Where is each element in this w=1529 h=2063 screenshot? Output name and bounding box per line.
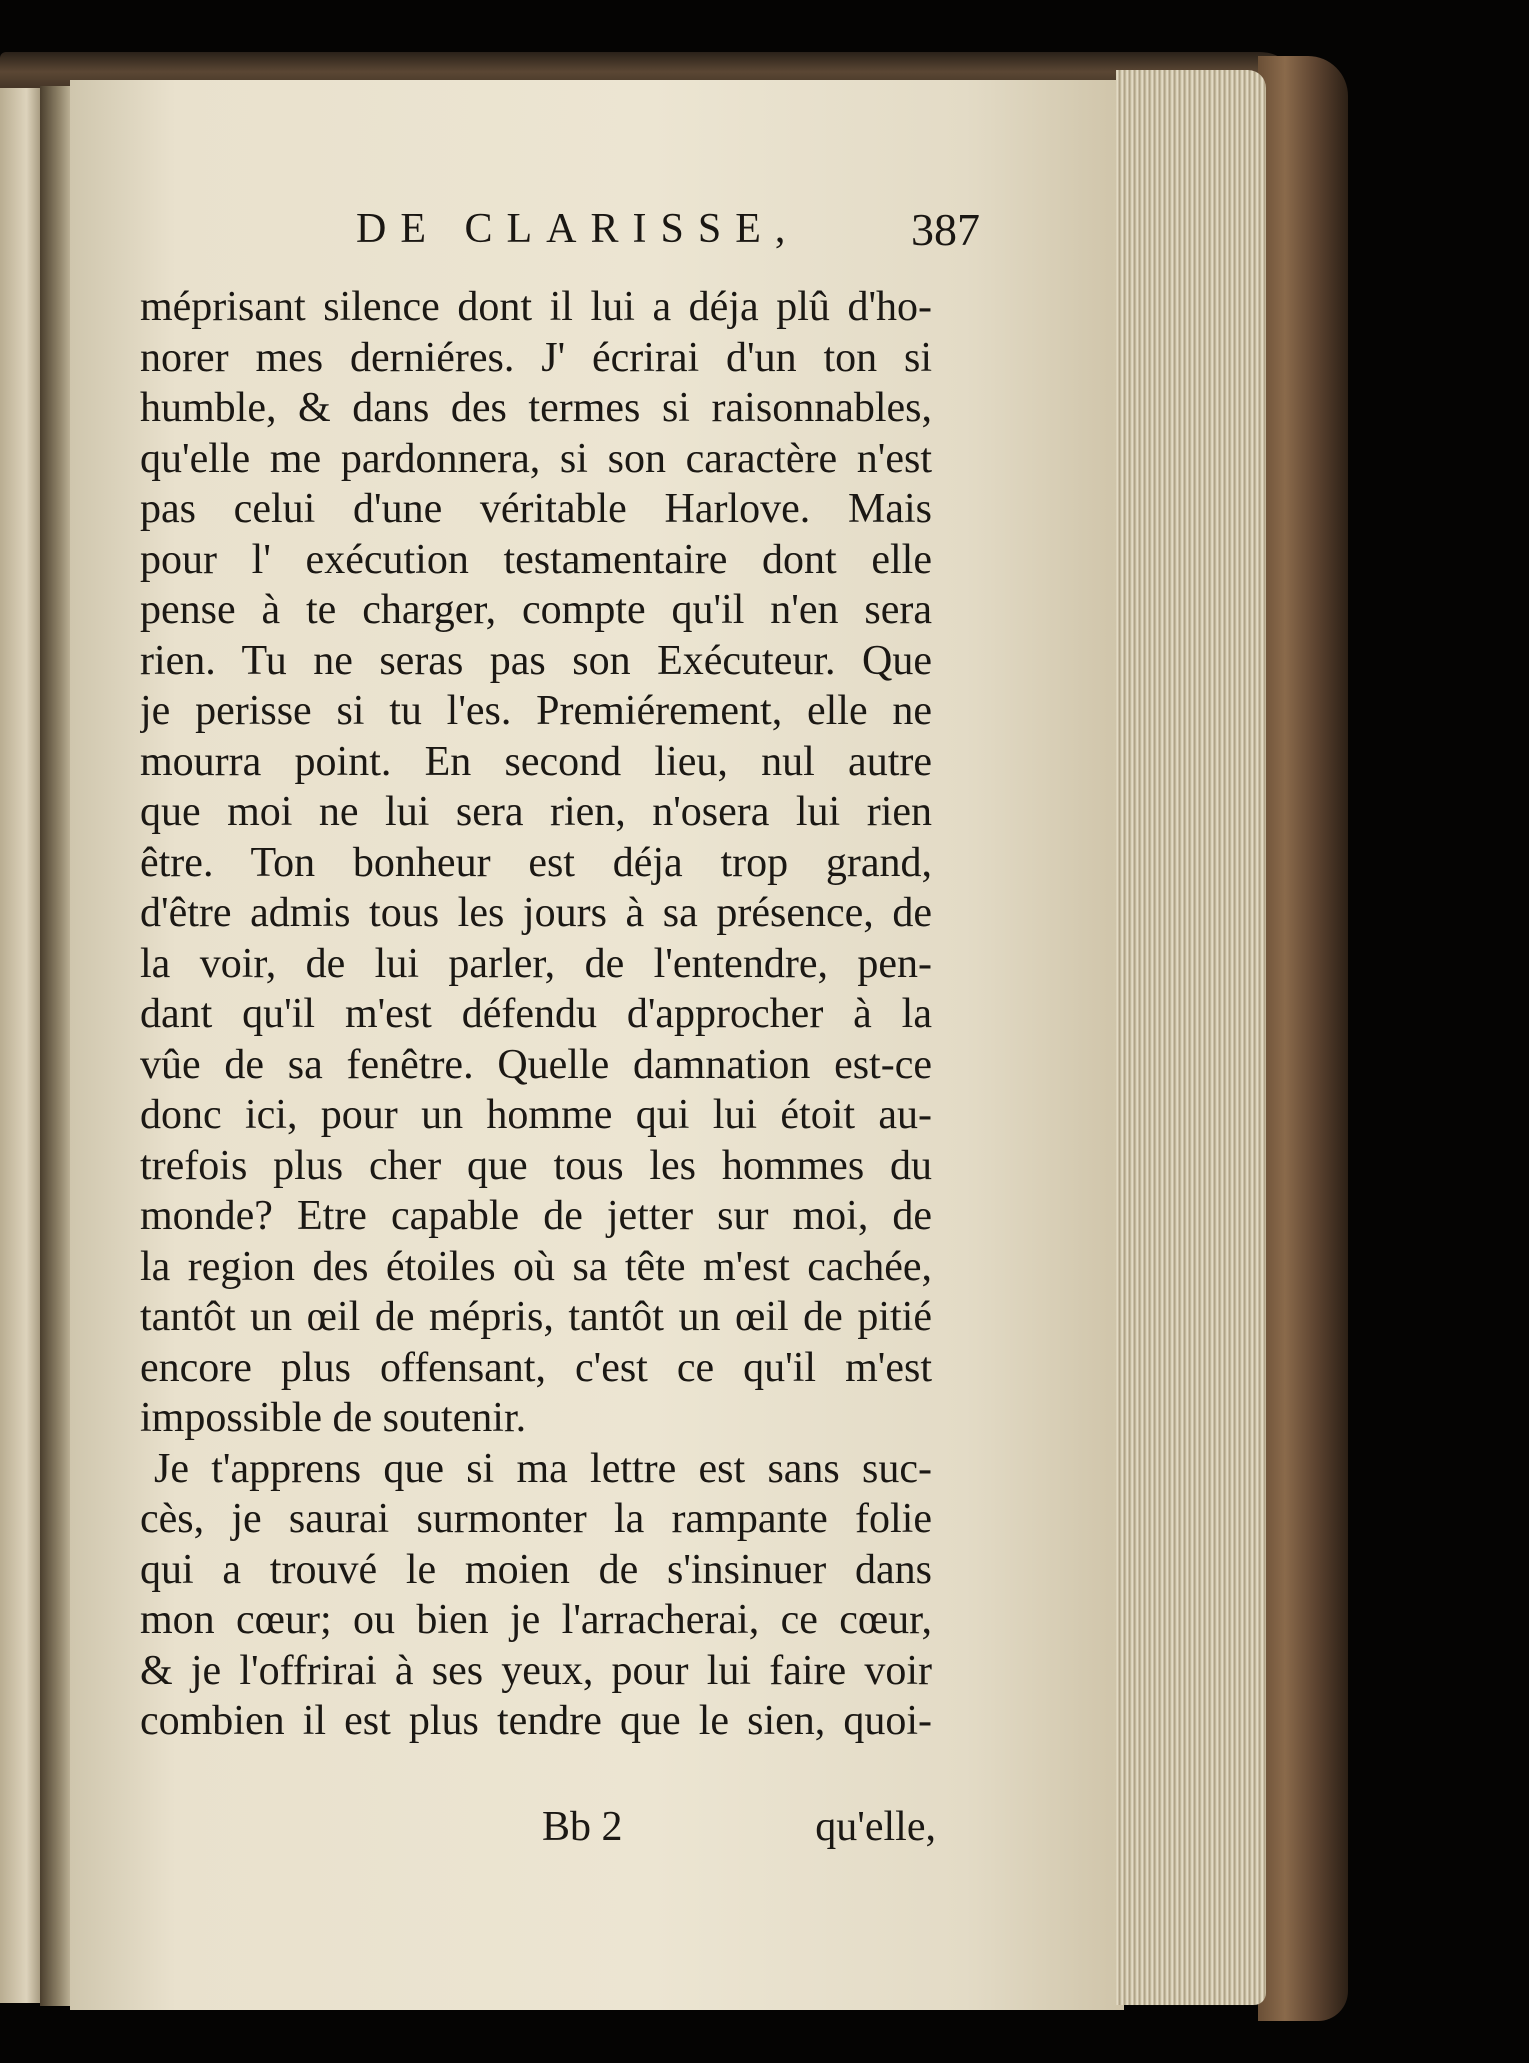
text-line: la voir, de lui parler, de l'entendre, pen- [140,940,932,987]
text-line: Je t'apprens que si ma lettre est sans suc- [154,1445,932,1492]
text-line: rien. Tu ne seras pas son Exécuteur. Que [140,637,932,684]
text-line: la region des étoiles où sa tête m'est cachée, [140,1243,932,1290]
text-line: que moi ne lui sera rien, n'osera lui rien [140,789,932,835]
text-line: encore plus offensant, c'est ce qu'il m'est [140,1344,932,1391]
page-number: 387 [911,204,980,255]
page-fore-edges [1116,70,1266,2005]
text-line: norer mes derniéres. J' écrirai d'un ton si [140,334,932,381]
text-line: mourra point. En second lieu, nul autre [140,738,932,785]
text-line: mon cœur; ou bien je l'arracherai, ce cœur, [140,1597,932,1643]
text-line: monde? Etre capable de jetter sur moi, de [140,1193,932,1239]
text-line: méprisant silence dont il lui a déja plû d'ho- [140,284,932,330]
catchword: qu'elle, [815,1804,936,1850]
text-line: pour l' exécution testamentaire dont elle [140,536,932,583]
text-line: être. Ton bonheur est déja trop grand, [140,839,932,886]
text-line: tantôt un œil de mépris, tantôt un œil de pitié [140,1294,932,1340]
text-line: donc ici, pour un homme qui lui étoit au- [140,1092,932,1138]
book-gutter [40,86,74,2006]
text-line: cès, je saurai surmonter la rampante folie [140,1496,932,1542]
signature-mark: Bb 2 [542,1804,623,1850]
left-page-edge [0,88,44,2003]
text-line: qu'elle me pardonnera, si son caractère n'est [140,435,932,482]
text-line: combien il est plus tendre que le sien, quoi- [140,1698,932,1744]
text-line: pense à te charger, compte qu'il n'en sera [140,587,932,633]
text-line: qui a trouvé le moien de s'insinuer dans [140,1546,932,1593]
text-line: d'être admis tous les jours à sa présence, de [140,890,932,936]
running-head: DE CLARISSE, [356,206,800,252]
text-line: & je l'offrirai à ses yeux, pour lui faire voir [140,1647,932,1694]
text-line: humble, & dans des termes si raisonnables, [140,385,932,431]
text-line: impossible de soutenir. [140,1395,527,1441]
text-line: pas celui d'une véritable Harlove. Mais [140,486,932,532]
leather-binding [1258,56,1348,2021]
text-block [140,282,932,1802]
text-line: trefois plus cher que tous les hommes du [140,1142,932,1189]
text-line: dant qu'il m'est défendu d'approcher à la [140,991,932,1037]
text-line: je perisse si tu l'es. Premiérement, elle ne [140,688,932,734]
text-line: vûe de sa fenêtre. Quelle damnation est-ce [140,1041,932,1088]
